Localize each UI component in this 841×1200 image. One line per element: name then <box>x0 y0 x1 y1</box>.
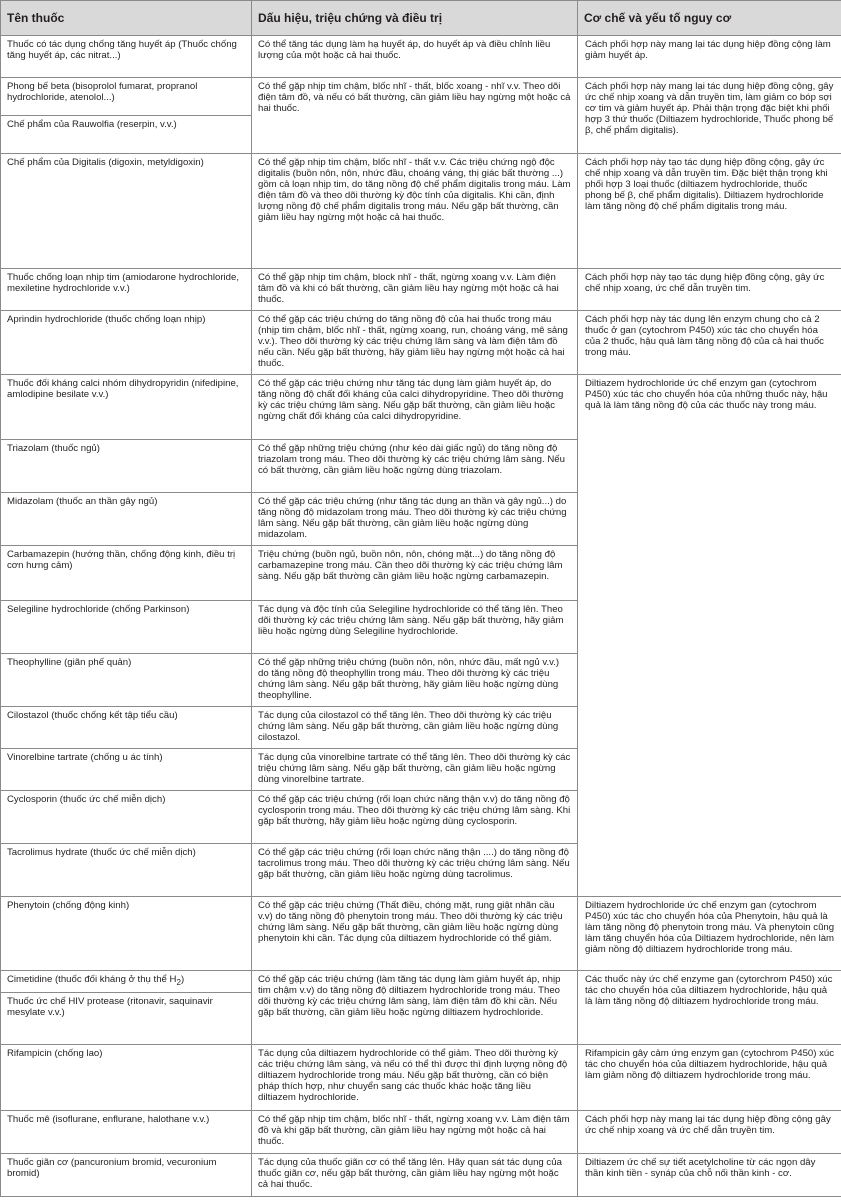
signs-cell: Có thể gặp các triệu chứng (rối loạn chức năng thận ....) do tăng nồng độ tacrolimus trong máu. Theo dõi thường kỳ các triệu chứng lâm sàng. Nếu gặp bất thường, cần giảm liều hoặc ngừng dùng tacrolimus. <box>252 844 578 897</box>
drug-name-text: Cimetidine (thuốc đối kháng ở thụ thể H <box>7 974 177 985</box>
drug-name-cell: Cyclosporin (thuốc ức chế miễn dịch) <box>1 791 252 844</box>
signs-cell: Triệu chứng (buồn ngủ, buồn nôn, nôn, chóng mặt...) do tăng nồng độ carbamazepine trong máu. Cần theo dõi thường kỳ các triệu chứng lâm sàng. Nếu gặp bất thường cần giảm liều hoặc ngừng carbamazepin. <box>252 546 578 601</box>
drug-name-cell: Rifampicin (chống lao) <box>1 1045 252 1111</box>
drug-name-cell: Phong bế beta (bisoprolol fumarat, propranol hydrochloride, atenolol...) <box>1 78 252 116</box>
drug-name-cell: Cilostazol (thuốc chống kết tập tiểu cầu) <box>1 707 252 749</box>
drug-name-cell: Tacrolimus hydrate (thuốc ức chế miễn dịch) <box>1 844 252 897</box>
signs-cell: Có thể gặp nhịp tim chậm, blốc nhĩ - thất, blốc xoang - nhĩ v.v. Theo dõi điện tâm đồ, và nếu có bất thường, cần giảm liều hay ngừng một hoặc cả hai thuốc. <box>252 78 578 154</box>
signs-cell: Có thể gặp những triệu chứng (như kéo dài giấc ngủ) do tăng nồng độ triazolam trong máu. Theo dõi thường kỳ các triệu chứng lâm sàng. Nếu có bất thường, cần giảm liều hoặc ngừng dùng triazolam. <box>252 440 578 493</box>
table-row <box>1 154 841 269</box>
mechanism-cell: Cách phối hợp này tác dụng lên enzym chung cho cả 2 thuốc ở gan (cytochrom P450) xúc tác cho chuyển hóa của 2 thuốc, hậu quả làm tăng nồng độ của cả hai thuốc trong máu. <box>578 311 841 375</box>
table-row <box>1 971 841 993</box>
table-row <box>1 311 841 375</box>
signs-cell: Tác dụng của thuốc giãn cơ có thể tăng lên. Hãy quan sát tác dụng của thuốc giãn cơ, nếu gặp bất thường, cần giảm liều hay ngừng một hoặc cả hai thuốc. <box>252 1154 578 1197</box>
drug-name-cell: Midazolam (thuốc an thần gây ngủ) <box>1 493 252 546</box>
mechanism-cell: Cách phối hợp này mang lại tác dụng hiệp đồng cộng làm giảm huyết áp. <box>578 36 841 78</box>
signs-cell: Tác dụng của diltiazem hydrochloride có thể giảm. Theo dõi thường kỳ các triệu chứng lâm sàng, và nếu có thể thì được thì định lượng nồng độ diltiazem hydrochloride trong máu. Nếu gặp bất thường, cần có biện pháp thích hợp, như chuyển sang các thuốc khác hoặc tăng liều diltiazem hydrochloride. <box>252 1045 578 1111</box>
table-row <box>1 1045 841 1111</box>
mechanism-cell: Rifampicin gây cảm ứng enzym gan (cytochrom P450) xúc tác cho chuyển hóa của diltiazem hydrochloride, hậu quả làm giảm nồng độ diltiazem hydrochloride trong máu. <box>578 1045 841 1111</box>
drug-name-cell: Carbamazepin (hướng thần, chống động kinh, điều trị cơn hưng cảm) <box>1 546 252 601</box>
drug-name-cell: Aprindin hydrochloride (thuốc chống loạn nhịp) <box>1 311 252 375</box>
signs-cell: Tác dụng của cilostazol có thể tăng lên. Theo dõi thường kỳ các triệu chứng lâm sàng. Nếu gặp bất thường, cần giảm liều hoặc ngừng dùng cilostazol. <box>252 707 578 749</box>
header-mechanism-risk: Cơ chế và yếu tố nguy cơ <box>578 1 841 36</box>
h2-subscript: 2 <box>176 977 181 987</box>
signs-cell: Có thể gặp các triệu chứng (làm tăng tác dụng làm giảm huyết áp, nhịp tim chậm v.v) do tăng nồng độ diltiazem hydrochloride trong máu. Theo dõi thường kỳ các triệu chứng lâm sàng, làm điện tâm đồ khi cần. Nếu gặp bất thường, cần giảm liều hoặc ngừng diltiazem hydrochloride. <box>252 971 578 1045</box>
mechanism-cell: Cách phối hợp này tạo tác dụng hiệp đồng cộng, gây ức chế nhịp xoang, ức chế dẫn truyền tim. <box>578 269 841 311</box>
mechanism-cell: Cách phối hợp này tạo tác dụng hiệp đồng cộng, gây ức chế nhịp xoang và dẫn truyền tim. Đặc biệt thận trọng khi phối hợp 3 loại thuốc (diltiazem hydrochloride, thuốc phong bế β, chế phẩm digitalis). Diltiazem hydrochloride làm tăng nồng độ chế phẩm digitalis trong máu. <box>578 154 841 269</box>
table-row <box>1 1111 841 1154</box>
signs-cell: Có thể gặp các triệu chứng (như tăng tác dụng an thần và gây ngủ...) do tăng nồng độ midazolam trong máu. Theo dõi thường kỳ các triệu chứng lâm sàng. Nếu gặp bất thường, cần giảm liều hoặc ngừng dùng midazolam. <box>252 493 578 546</box>
drug-name-cell: Theophylline (giãn phế quản) <box>1 654 252 707</box>
signs-cell: Có thể gặp các triệu chứng (rối loạn chức năng thận v.v) do tăng nồng độ cyclosporin trong máu. Theo dõi thường kỳ các triệu chứng lâm sàng. Khi gặp bất thường, hãy giảm liều hoặc ngừng dùng cyclosporin. <box>252 791 578 844</box>
drug-name-cell: Phenytoin (chống động kinh) <box>1 897 252 971</box>
mechanism-cell: Cách phối hợp này mang lại tác dụng hiệp đồng cộng gây ức chế nhịp xoang và ức chế dẫn truyền tim. <box>578 1111 841 1154</box>
table-row <box>1 1154 841 1197</box>
header-drug-name: Tên thuốc <box>1 1 252 36</box>
paren-close: ) <box>180 974 185 985</box>
drug-name-cell: Chế phẩm của Digitalis (digoxin, metyldigoxin) <box>1 154 252 269</box>
mechanism-cell: Diltiazem hydrochloride ức chế enzym gan (cytochrom P450) xúc tác cho chuyển hóa của Phenytoin, hậu quả là làm tăng nồng độ phenytoin trong máu. Và phenytoin cũng làm tăng chuyển hóa của Diltiazem hydrochloride, nên làm giảm nồng độ diltiazem hydrochloride trong máu. <box>578 897 841 971</box>
table-row <box>1 36 841 78</box>
signs-cell: Tác dụng và độc tính của Selegiline hydrochloride có thể tăng lên. Theo dõi thường kỳ các triệu chứng lâm sàng. Nếu gặp bất thường, hãy giảm liều hoặc ngừng dùng Selegiline hydrochloride. <box>252 601 578 654</box>
table-row <box>1 897 841 971</box>
mechanism-cell: Diltiazem hydrochloride ức chế enzym gan (cytochrom P450) xúc tác cho chuyển hóa của những thuốc này, hậu quả là làm tăng nồng độ của các thuốc này trong máu. <box>578 375 841 897</box>
signs-cell: Có thể tăng tác dụng làm hạ huyết áp, do huyết áp và điều chỉnh liều lượng của một hoặc cả hai thuốc. <box>252 36 578 78</box>
drug-name-cell: Selegiline hydrochloride (chống Parkinson) <box>1 601 252 654</box>
mechanism-cell: Diltiazem ức chế sự tiết acetylcholine từ các ngọn dây thần kinh tiền - synáp của chỗ nối thần kinh - cơ. <box>578 1154 841 1197</box>
drug-name-cell <box>1 971 252 993</box>
drug-name-cell: Thuốc chống loạn nhịp tim (amiodarone hydrochloride, mexiletine hydrochloride v.v.) <box>1 269 252 311</box>
signs-cell: Có thể gặp nhịp tim chậm, block nhĩ - thất, ngừng xoang v.v. Làm điện tâm đồ và khi có bất thường, cần giảm liều hay ngừng một hoặc cả hai thuốc. <box>252 269 578 311</box>
drug-name-cell: Chế phẩm của Rauwolfia (reserpin, v.v.) <box>1 116 252 154</box>
mechanism-cell: Các thuốc này ức chế enzyme gan (cytorchrom P450) xúc tác cho chuyển hóa của diltiazem hydrochloride, hậu quả là làm tăng nồng độ diltiazem hydrochloride trong máu. <box>578 971 841 1045</box>
signs-cell: Tác dụng của vinorelbine tartrate có thể tăng lên. Theo dõi thường kỳ các triệu chứng lâm sàng. Nếu gặp bất thường, cần giảm liều hoặc ngừng dùng vinorelbine tartrate. <box>252 749 578 791</box>
signs-cell: Có thể gặp các triệu chứng như tăng tác dụng làm giảm huyết áp, do tăng nồng độ chất đối kháng của calci dihydropyridine. Theo dõi thường kỳ các triệu chứng lâm sàng. Nếu gặp bất thường, cần giảm liều hoặc ngừng chất đối kháng của calci dihydropyridine. <box>252 375 578 440</box>
mechanism-cell: Cách phối hợp này mang lại tác dụng hiệp đồng cộng, gây ức chế nhịp xoang và dẫn truyền tim, làm giảm co bóp sợi cơ tim và giảm huyết áp. Phải thận trọng đặc biệt khi phối hợp 3 thứ thuốc (Diltiazem hydrochloride, Thuốc phong bế β, chế phẩm digitalis). <box>578 78 841 154</box>
signs-cell: Có thể gặp các triệu chứng (Thất điều, chóng mặt, rung giật nhãn cầu v.v) do tăng nồng độ phenytoin trong máu. Theo dõi thường kỳ các triệu chứng lâm sàng. Nếu gặp bất thường, cần giảm liều hoặc ngừng dùng phenytoin khi cần. Tác dụng của diltiazem hydrochloride có thể giảm. <box>252 897 578 971</box>
signs-cell: Có thể gặp các triệu chứng do tăng nồng độ của hai thuốc trong máu (nhịp tim chậm, blốc nhĩ - thất, ngừng xoang, run, choáng váng, mê sảng v.v.). Theo dõi thường kỳ các triệu chứng lâm sàng và làm điện tâm đồ nếu cần. Nếu gặp bất thường, hãy giảm liều hay ngừng một hoặc cả hai thuốc. <box>252 311 578 375</box>
drug-name-cell: Thuốc đối kháng calci nhóm dihydropyridin (nifedipine, amlodipine besilate v.v.) <box>1 375 252 440</box>
signs-cell: Có thể gặp nhịp tim chậm, blốc nhĩ - thất v.v. Các triệu chứng ngộ độc digitalis (buồn nôn, nôn, nhức đầu, choáng váng, thị giác bất thường ...) gồm cả loạn nhịp tim, do tăng nồng độ chế phẩm digitalis trong máu. Làm điện tâm đồ và theo dõi thường kỳ độc tính của digitalis. Khi cần, định lượng nồng độ chế phẩm digitalis trong máu. Nếu gặp bất thường, cần giảm liều hay ngừng một hoặc cả hai thuốc. <box>252 154 578 269</box>
table-row <box>1 375 841 440</box>
header-row <box>1 1 841 36</box>
table-row <box>1 78 841 116</box>
drug-name-cell: Thuốc mê (isoflurane, enflurane, halothane v.v.) <box>1 1111 252 1154</box>
table-row <box>1 269 841 311</box>
signs-cell: Có thể gặp những triệu chứng (buồn nôn, nôn, nhức đầu, mất ngủ v.v.) do tăng nồng độ theophyllin trong máu. Theo dõi thường kỳ các triệu chứng lâm sàng. Nếu gặp bất thường, hãy giảm liều hoặc ngừng dùng theophylline. <box>252 654 578 707</box>
signs-cell: Có thể gặp nhịp tim chậm, blốc nhĩ - thất, ngừng xoang v.v. Làm điện tâm đồ và khi gặp bất thường, cần giảm liều hay ngừng một hoặc cả hai thuốc. <box>252 1111 578 1154</box>
drug-name-cell: Triazolam (thuốc ngủ) <box>1 440 252 493</box>
drug-name-cell: Vinorelbine tartrate (chống u ác tính) <box>1 749 252 791</box>
drug-name-cell: Thuốc ức chế HIV protease (ritonavir, saquinavir mesylate v.v.) <box>1 993 252 1045</box>
header-signs-treatment: Dấu hiệu, triệu chứng và điều trị <box>252 1 578 36</box>
drug-name-cell: Thuốc giãn cơ (pancuronium bromid, vecuronium bromid) <box>1 1154 252 1197</box>
drug-name-cell: Thuốc có tác dụng chống tăng huyết áp (Thuốc chống tăng huyết áp, các nitrat...) <box>1 36 252 78</box>
